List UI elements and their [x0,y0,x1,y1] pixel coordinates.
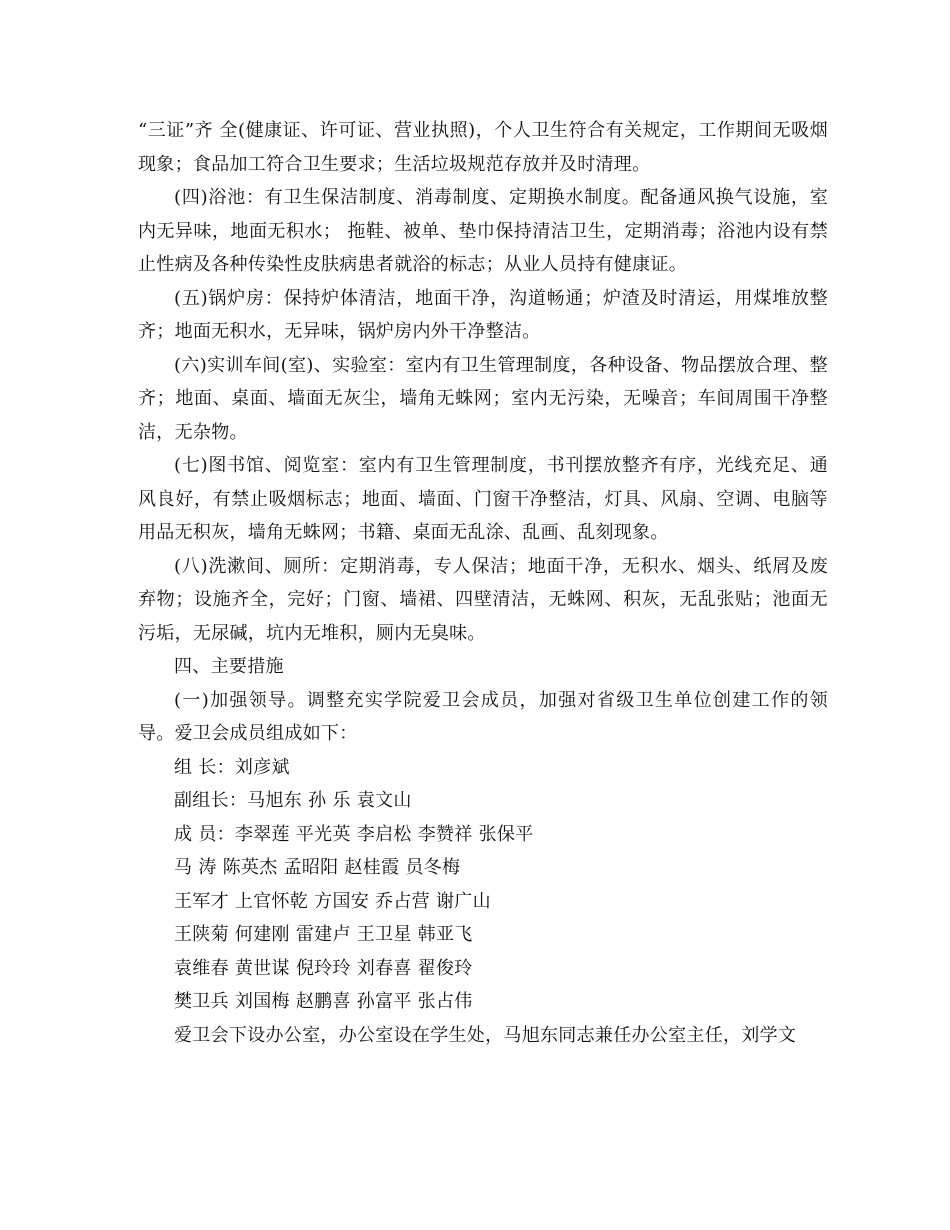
paragraph-washroom: (八)洗漱间、厕所：定期消毒，专人保洁；地面干净，无积水、烟头、纸屑及废弃物；设施齐全，完好；门窗、墙裙、四壁清洁，无蛛网、积灰，无乱张贴；池面无污垢，无尿碱，坑内无堆积，厕内无臭味。 [138,555,828,644]
member-line-members-3: 王军才 上官怀乾 方国安 乔占营 谢广山 [174,890,491,912]
member-line-members-6: 樊卫兵 刘国梅 赵鹏喜 孙富平 张占伟 [174,991,473,1012]
paragraph-bathhouse: (四)浴池：有卫生保洁制度、消毒制度、定期换水制度。配备通风换气设施，室内无异味，地面无积水； 拖鞋、被单、垫巾保持清洁卫生，定期消毒；浴池内设有禁止性病及各种传染性皮肤病患者就浴的标志；从业人员持有健康证。 [138,187,828,275]
member-line-members-4: 王陕菊 何建刚 雷建卢 王卫星 韩亚飞 [174,924,473,945]
document-body [138,114,828,1052]
member-line-members-5: 袁维春 黄世谋 倪玲玲 刘春喜 翟俊玲 [174,957,473,979]
paragraph-training-workshop: (六)实训车间(室)、实验室：室内有卫生管理制度，各种设备、物品摆放合理、整齐；地面、桌面、墙面无灰尘，墙角无蛛网；室内无污染，无噪音；车间周围干净整洁，无杂物。 [138,354,828,443]
paragraph-three-certificates: “三证”齐 全(健康证、许可证、营业执照)，个人卫生符合有关规定，工作期间无吸烟现象；食品加工符合卫生要求；生活垃圾规范存放并及时清理。 [138,120,828,175]
section-heading-main-measures: 四、主要措施 [174,656,284,677]
member-line-members-2: 马 涛 陈英杰 孟昭阳 赵桂霞 员冬梅 [174,857,461,878]
paragraph-office-setup: 爱卫会下设办公室，办公室设在学生处，马旭东同志兼任办公室主任，刘学文 [174,1024,797,1046]
member-line-deputy-leaders: 副组长：马旭东 孙 乐 袁文山 [174,790,412,811]
member-line-leader: 组 长：刘彦斌 [174,756,290,778]
member-line-members-1: 成 员：李翠莲 平光英 李启松 李赞祥 张保平 [174,823,534,845]
paragraph-strengthen-leadership: (一)加强领导。调整充实学院爱卫会成员，加强对省级卫生单位创建工作的领导。爱卫会成员组成如下： [138,689,828,744]
paragraph-boiler-room: (五)锅炉房：保持炉体清洁，地面干净，沟道畅通；炉渣及时清运，用煤堆放整齐；地面无积水，无异味，锅炉房内外干净整洁。 [138,287,828,342]
paragraph-library: (七)图书馆、阅览室：室内有卫生管理制度，书刊摆放整齐有序，光线充足、通风良好，有禁止吸烟标志；地面、墙面、门窗干净整洁，灯具、风扇、空调、电脑等用品无积灰，墙角无蛛网；书籍、桌面无乱涂、乱画、乱刻现象。 [138,455,828,543]
